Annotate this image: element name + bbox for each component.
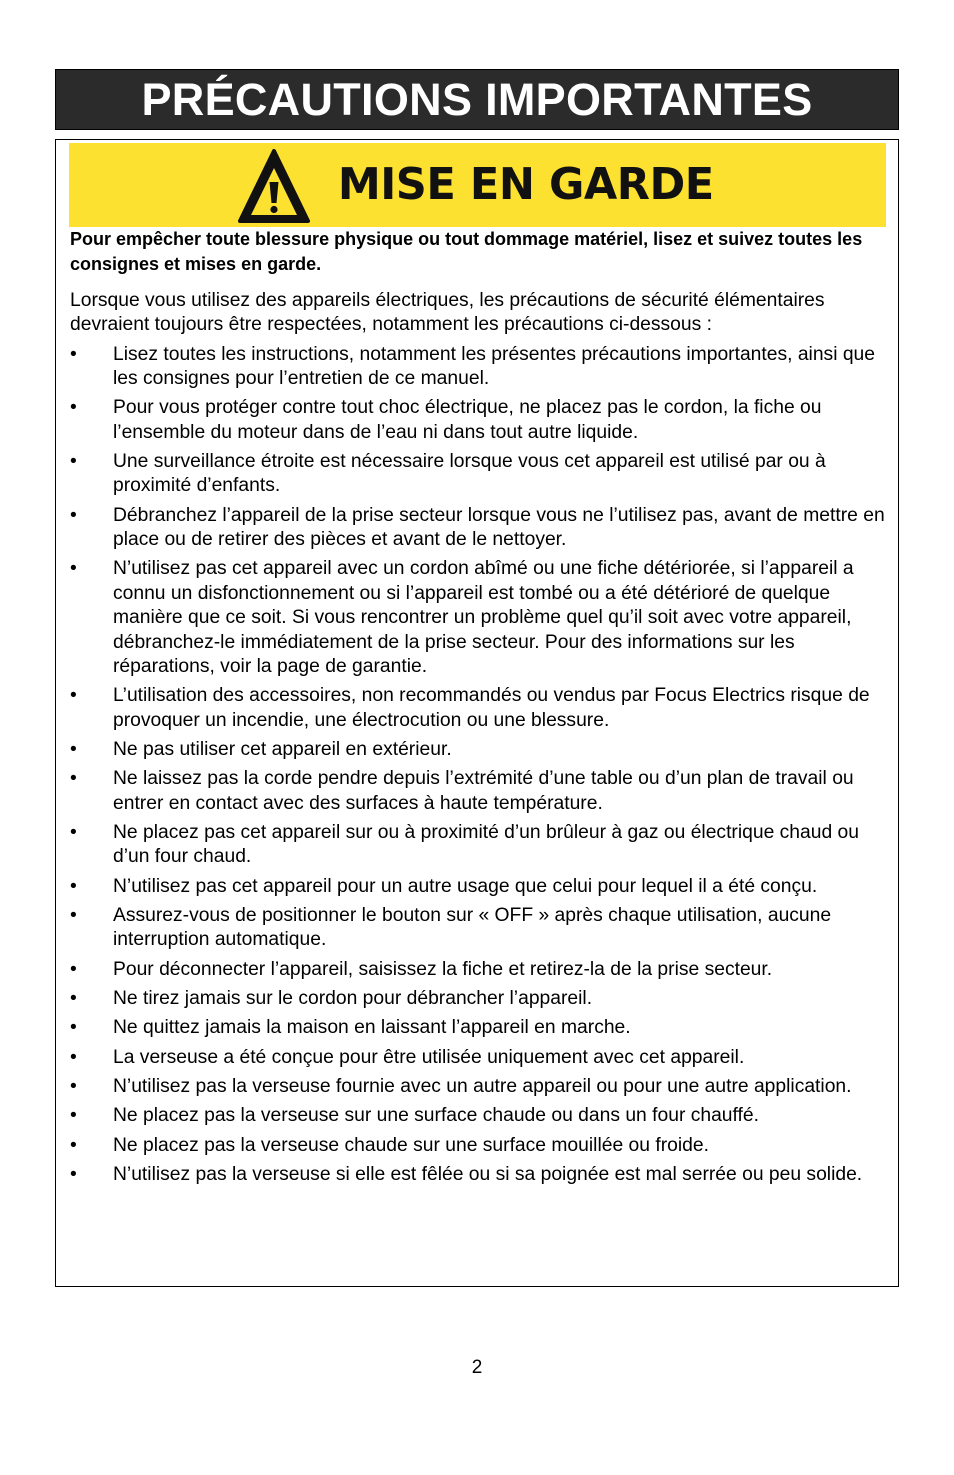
list-item-text: Ne laissez pas la corde pendre depuis l’extrémité d’une table ou d’un plan de travail ou entrer en contact avec des surfaces à haute température. [113,768,854,814]
warning-banner [69,143,886,227]
intro-warning-text: Pour empêcher toute blessure physique ou tout dommage matériel, lisez et suivez toutes les consignes et mises en garde. [70,229,863,275]
list-item [70,738,892,762]
precautions-box [55,139,899,1287]
list-item [70,396,892,445]
bullet-icon: • [70,822,77,844]
bullet-icon: • [70,1046,77,1068]
bullet-icon: • [70,958,77,980]
page-title: PRÉCAUTIONS IMPORTANTES [141,74,813,125]
list-item [70,767,892,816]
bullet-icon: • [70,1163,77,1185]
bullet-icon: • [70,739,77,761]
precautions-list [70,343,892,1188]
bullet-icon: • [70,1075,77,1097]
list-item-text: La verseuse a été conçue pour être utilisée uniquement avec cet appareil. [113,1046,745,1068]
list-item [70,1075,892,1099]
list-item-text: Ne tirez jamais sur le cordon pour débrancher l’appareil. [113,988,593,1010]
list-item [70,958,892,982]
bullet-icon: • [70,343,77,365]
list-item [70,343,892,392]
list-item-text: Ne placez pas la verseuse sur une surface chaude ou dans un four chauffé. [113,1105,759,1127]
list-item-text: Assurez-vous de positionner le bouton sur « OFF » après chaque utilisation, aucune interruption automatique. [113,905,832,951]
list-item-text: Débranchez l’appareil de la prise secteur lorsque vous ne l’utilisez pas, avant de mettre en place ou de retirer des pièces et avant de le nettoyer. [113,504,885,551]
bullet-icon: • [70,504,77,526]
list-item-text: Ne pas utiliser cet appareil en extérieur. [113,739,452,761]
title-bar [55,69,899,130]
list-item [70,987,892,1011]
bullet-icon: • [70,988,77,1010]
list-item [70,875,892,899]
list-item [70,1016,892,1040]
bullet-icon: • [70,558,77,580]
list-item [70,1163,892,1187]
list-item [70,557,892,679]
text-area [70,227,892,1192]
list-item-text: Pour déconnecter l’appareil, saisissez la fiche et retirez-la de la prise secteur. [113,958,773,980]
list-item [70,821,892,870]
warning-triangle-icon [238,148,310,224]
page-number: 2 [471,1357,483,1378]
bullet-icon: • [70,397,77,419]
list-item [70,1104,892,1128]
bullet-icon: • [70,1134,77,1156]
intro-text: Lorsque vous utilisez des appareils électriques, les précautions de sécurité élémentaires devraient toujours être respectées, notamment les précautions ci-dessous : [70,289,825,336]
list-item-text: Une surveillance étroite est nécessaire lorsque vous cet appareil est utilisé par ou à proximité d’enfants. [113,451,826,497]
bullet-icon: • [70,451,77,473]
list-item [70,904,892,953]
list-item-text: N’utilisez pas la verseuse fournie avec un autre appareil ou pour une autre application. [113,1075,852,1097]
list-item [70,450,892,499]
warning-label: MISE EN GARDE [337,159,714,210]
list-item [70,1046,892,1070]
list-item-text: Lisez toutes les instructions, notamment les présentes précautions importantes, ainsi que les consignes pour l’entretien de ce manuel. [113,343,876,390]
bullet-icon: • [70,1105,77,1127]
bullet-icon: • [70,768,77,790]
list-item-text: Ne placez pas la verseuse chaude sur une surface mouillée ou froide. [113,1134,709,1156]
list-item [70,684,892,733]
list-item [70,504,892,553]
list-item-text: Pour vous protéger contre tout choc électrique, ne placez pas le cordon, la fiche ou l’ensemble du moteur dans de l’eau ni dans tout autre liquide. [113,397,822,443]
bullet-icon: • [70,905,77,927]
list-item-text: N’utilisez pas la verseuse si elle est fêlée ou si sa poignée est mal serrée ou peu solide. [113,1163,863,1185]
list-item-text: Ne quittez jamais la maison en laissant l’appareil en marche. [113,1017,631,1039]
bullet-icon: • [70,875,77,897]
list-item-text: N’utilisez pas cet appareil avec un cordon abîmé ou une fiche détériorée, si l’appareil a connu un disfonctionnement ou si l’appareil est tombé ou a été détérioré de quelque manière que ce soit. Si vous rencontrer un problème quel qu’il soit avec votre appareil, débranchez-le immédiatement de la prise secteur. Pour des informations sur les réparations, voir la page de garantie. [113,558,854,678]
list-item-text: Ne placez pas cet appareil sur ou à proximité d’un brûleur à gaz ou électrique chaud ou d’un four chaud. [113,822,859,868]
list-item-text: L’utilisation des accessoires, non recommandés ou vendus par Focus Electrics risque de provoquer un incendie, une électrocution ou une blessure. [113,685,870,731]
list-item [70,1134,892,1158]
list-item-text: N’utilisez pas cet appareil pour un autre usage que celui pour lequel il a été conçu. [113,875,818,897]
bullet-icon: • [70,1017,77,1039]
bullet-icon: • [70,685,77,707]
